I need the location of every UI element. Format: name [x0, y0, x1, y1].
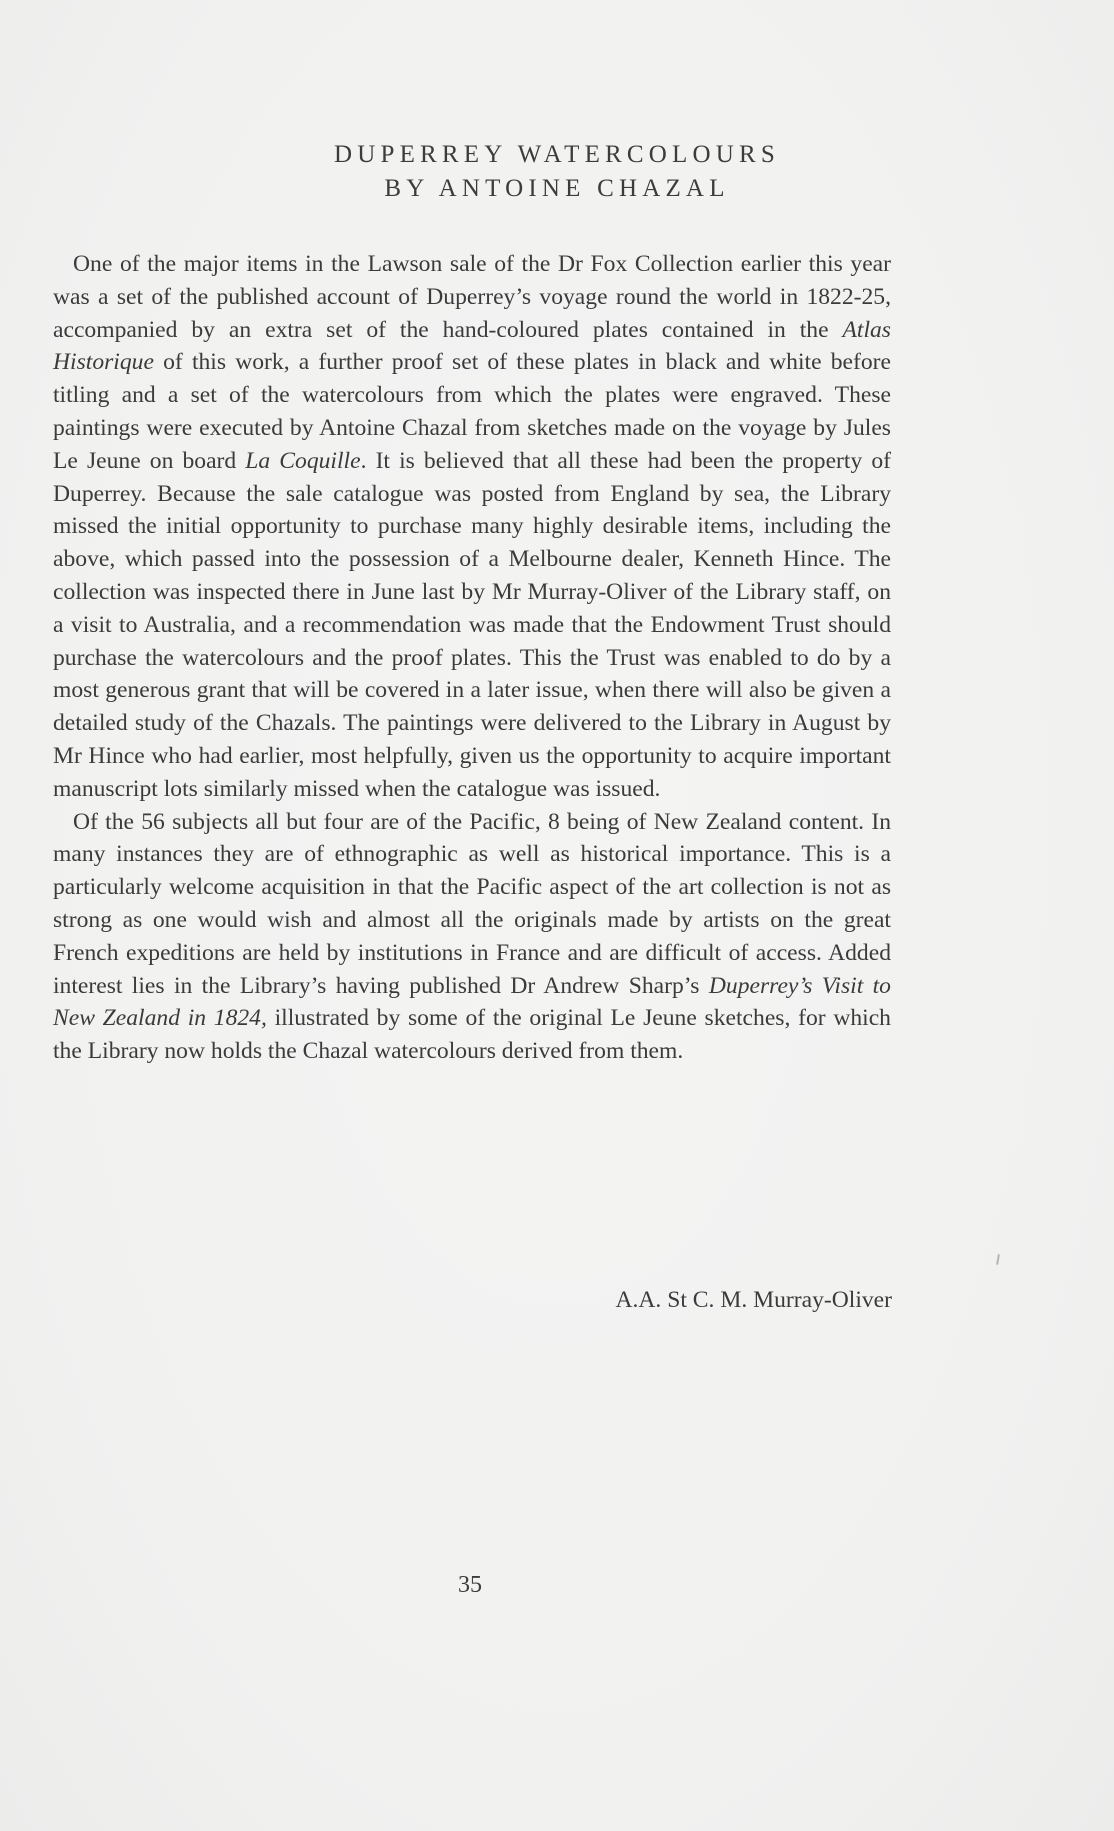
article-title: [0, 138, 1114, 206]
paragraph-1-seg-3-italic: La Coquille: [245, 447, 361, 474]
paragraph-2: [53, 806, 891, 1068]
author-signature: A.A. St C. M. Murray-Oliver: [615, 1287, 892, 1313]
paragraph-1-seg-1-italic: Atlas Historique: [53, 316, 891, 376]
page-number: 35: [458, 1572, 482, 1598]
paragraph-2-seg-0: Of the 56 subjects all but four are of the Pacific, 8 being of New Zealand content. In many instances they are of ethnographic as well as historical importance. This is a particularly welcome acquisition in that the Pacific aspect of the art collection is not as strong as one would wish and almost all the originals made by artists on the great French expeditions are held by institutions in France and are difficult of access. Added interest lies in the Library’s having published Dr Andrew Sharp’s: [53, 808, 891, 999]
paragraph-2-seg-2: illustrated by some of the original Le Jeune sketches, for which the Library now holds the Chazal watercolours derived from them.: [53, 1005, 891, 1065]
paragraph-1-seg-2: of this work, a further proof set of these plates in black and white before titling and a set of the watercolours from which the plates were engraved. These paintings were executed by Antoine Chazal from sketches made on the voyage by Jules Le Jeune on board: [53, 349, 891, 474]
paragraph-1: [53, 248, 891, 806]
paragraph-1-seg-0: One of the major items in the Lawson sale of the Dr Fox Collection earlier this year was a set of the published account of Duperrey’s voyage round the world in 1822-25, accompanied by an extra set of the hand-coloured plates contained in the: [53, 251, 891, 343]
paragraph-1-seg-4: . It is believed that all these had been the property of Duperrey. Because the sale catalogue was posted from England by sea, the Library missed the initial opportunity to purchase many highly desirable items, including the above, which passed into the possession of a Melbourne dealer, Kenneth Hince. The collection was inspected there in June last by Mr Murray-Oliver of the Library staff, on a visit to Australia, and a recommendation was made that the Endowment Trust should purchase the watercolours and the proof plates. This the Trust was enabled to do by a most generous grant that will be covered in a later issue, when there will also be given a detailed study of the Chazals. The paintings were delivered to the Library in August by Mr Hince who had earlier, most helpfully, given us the opportunity to acquire important manuscript lots similarly missed when the catalogue was issued.: [53, 447, 892, 802]
scan-speck: [996, 1254, 1000, 1265]
title-line-2: BY ANTOINE CHAZAL: [384, 175, 730, 202]
paragraph-2-seg-1-italic: Duperrey’s Visit to New Zealand in 1824,: [53, 972, 891, 1032]
article-body: [53, 248, 891, 1068]
title-line-1: DUPERREY WATERCOLOURS: [333, 141, 781, 168]
